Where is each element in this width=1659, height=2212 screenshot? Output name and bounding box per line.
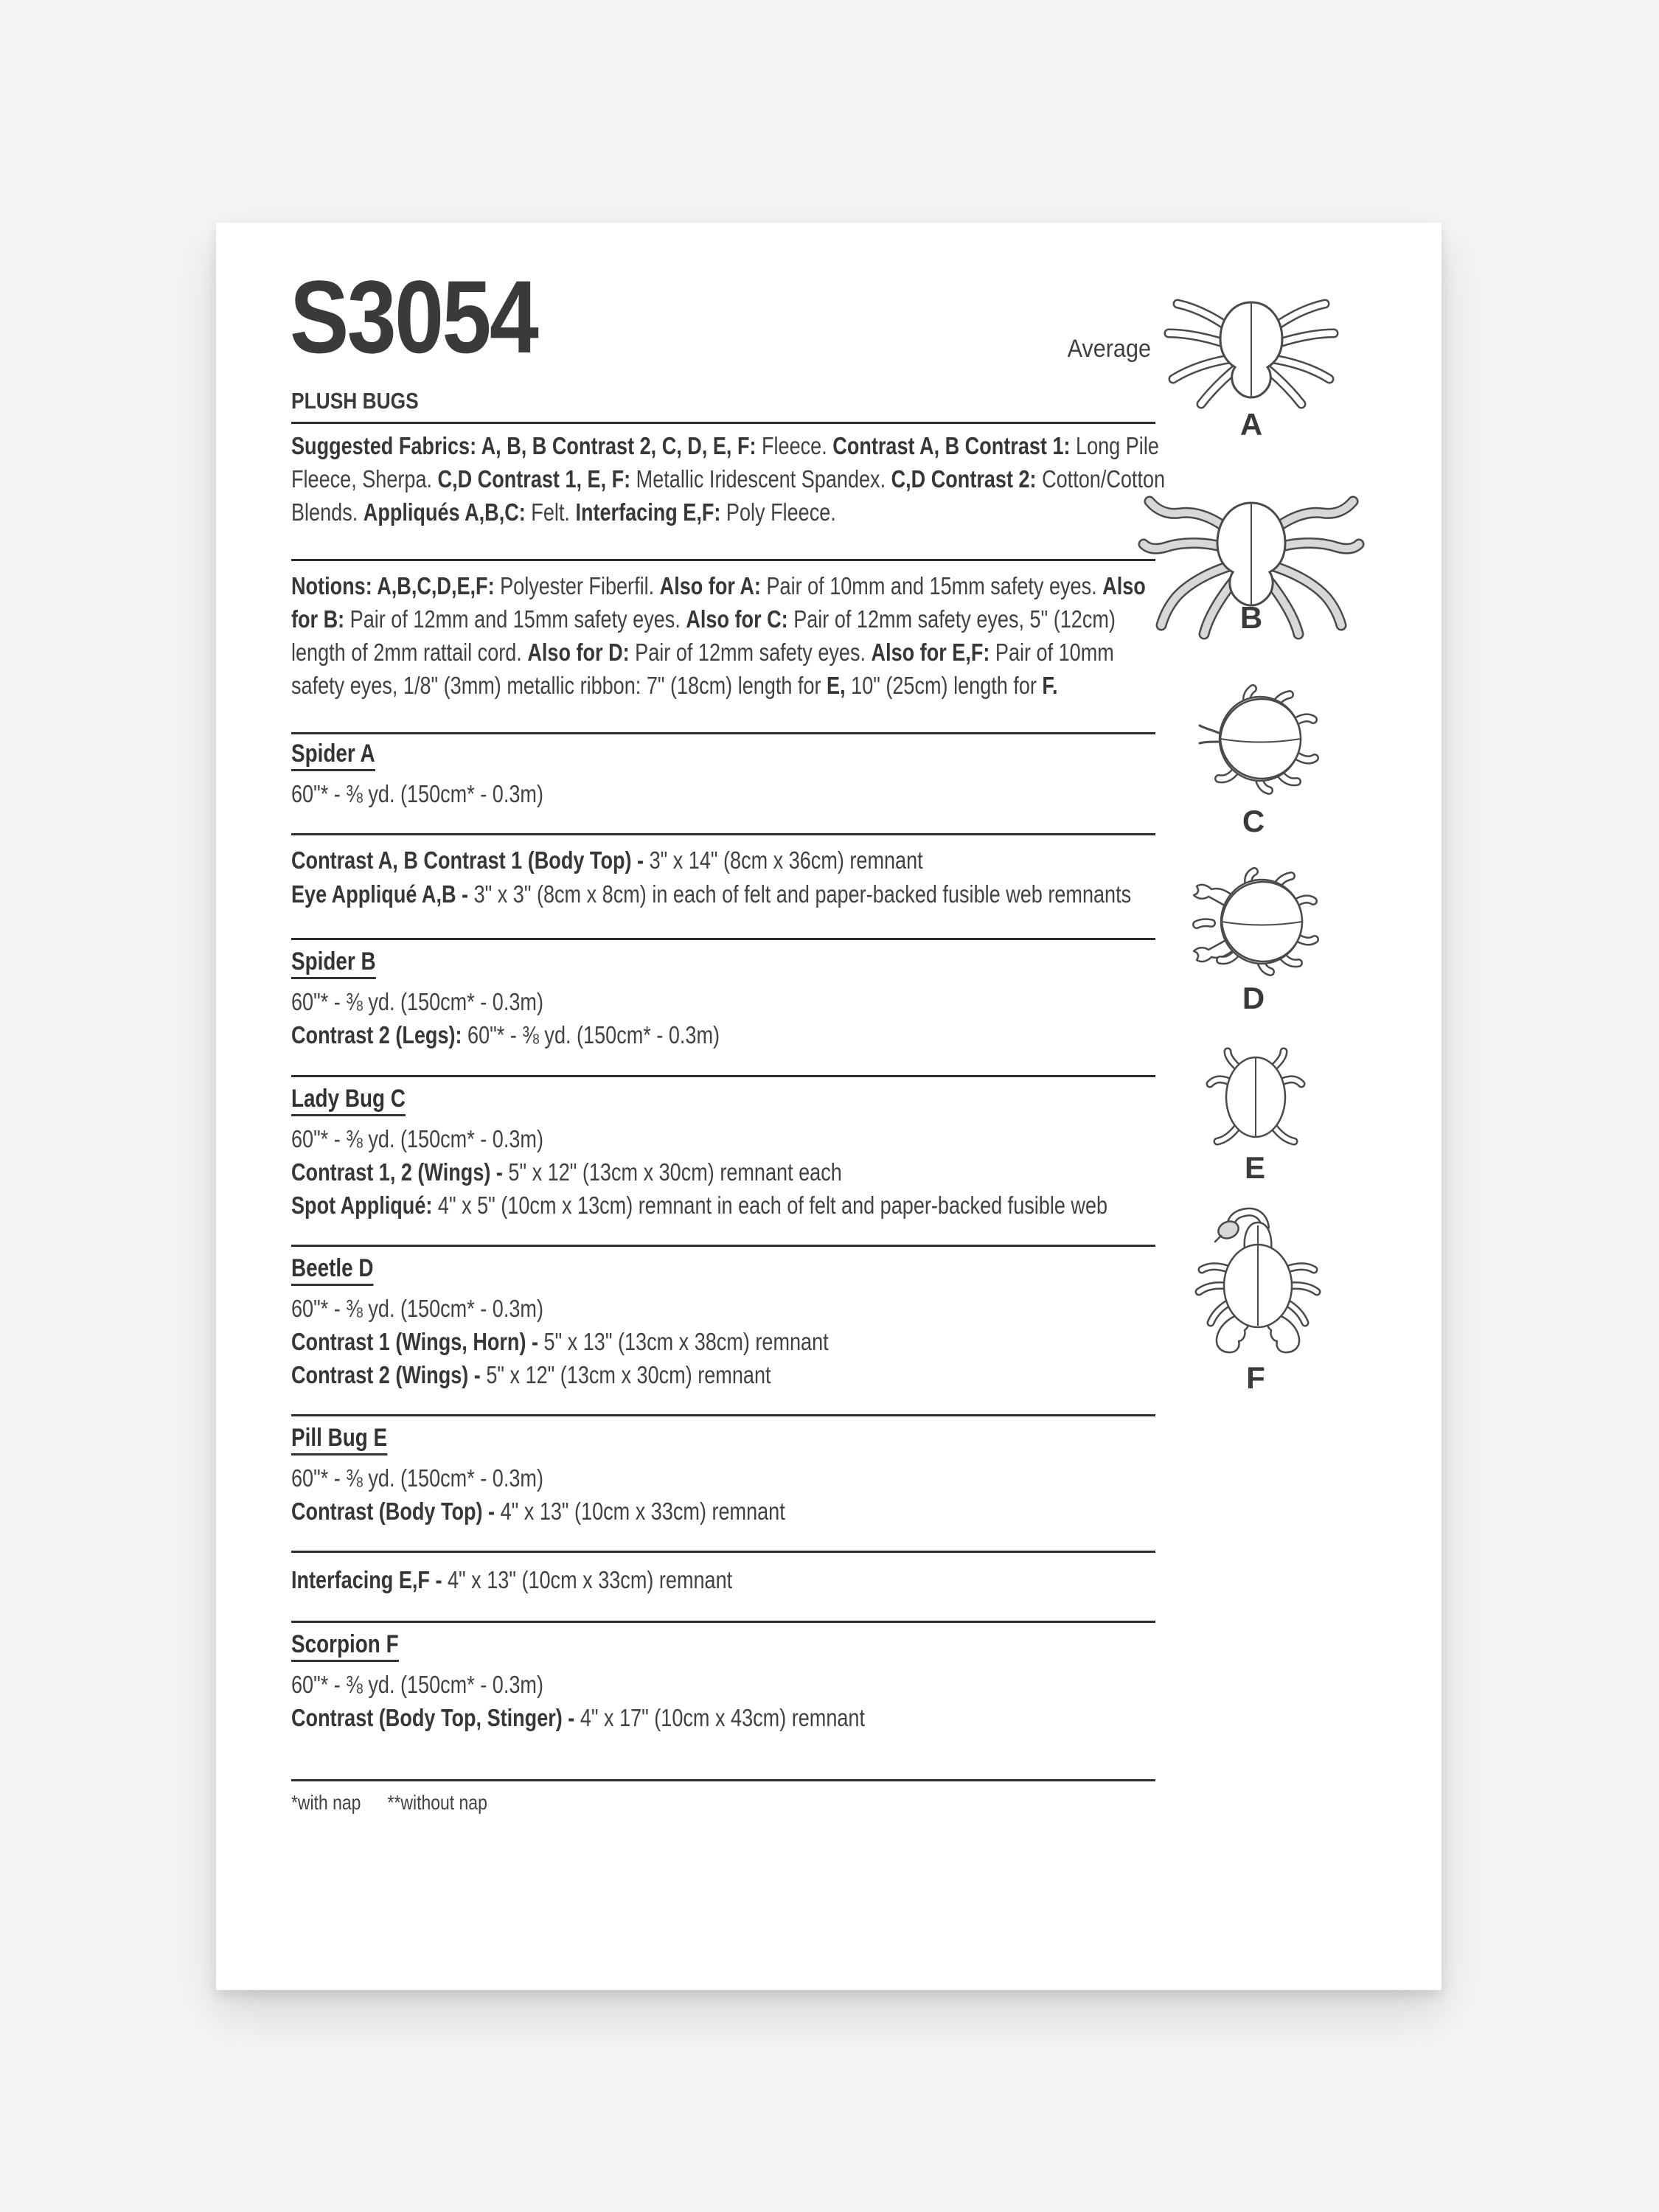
contrast-line: Contrast (Body Top) - 4" x 13" (10cm x 33cm) remnant xyxy=(291,1498,785,1525)
scorpion-f-illustration xyxy=(1193,1205,1323,1352)
notions-line: length of 2mm rattail cord. Also for D: Pair of 12mm safety eyes. Also for E,F: Pair of 10mm xyxy=(291,639,1114,666)
yardage-line: 60"* - ⅜ yd. (150cm* - 0.3m) xyxy=(291,988,543,1015)
divider-rule xyxy=(291,1551,1155,1553)
view-c-label: C xyxy=(1242,804,1265,838)
yardage-line: 60"* - ⅜ yd. (150cm* - 0.3m) xyxy=(291,1295,543,1322)
view-a-label: A xyxy=(1239,407,1263,442)
fabrics-line: Suggested Fabrics: A, B, B Contrast 2, C, D, E, F: Fleece. Contrast A, B Contrast 1: Long Pile xyxy=(291,432,1159,459)
pattern-title: PLUSH BUGS xyxy=(291,388,419,414)
contrast-line: Eye Appliqué A,B - 3" x 3" (8cm x 8cm) in each of felt and paper-backed fusible web remnants xyxy=(291,880,1132,908)
pattern-envelope-back-sheet xyxy=(216,223,1441,1990)
without-nap-note: **without nap xyxy=(387,1791,487,1814)
notions-line: for B: Pair of 12mm and 15mm safety eyes. Also for C: Pair of 12mm safety eyes, 5" (12cm) xyxy=(291,605,1116,633)
fabrics-line: Fleece, Sherpa. C,D Contrast 1, E, F: Metallic Iridescent Spandex. C,D Contrast 2: Cotton/Cotton xyxy=(291,465,1166,493)
section-pillbug-e xyxy=(291,1423,1354,1528)
yardage-line: 60"* - ⅜ yd. (150cm* - 0.3m) xyxy=(291,1464,543,1492)
section-heading: Lady Bug C xyxy=(291,1084,406,1116)
divider-rule xyxy=(291,1621,1155,1623)
contrast-line: Contrast 1, 2 (Wings) - 5" x 12" (13cm x 30cm) remnant each xyxy=(291,1158,842,1186)
fabrics-line: Blends. Appliqués A,B,C: Felt. Interfacing E,F: Poly Fleece. xyxy=(291,498,836,526)
difficulty-rating: Average xyxy=(1067,335,1151,363)
view-e-label: E xyxy=(1244,1150,1266,1185)
contrast-line: Contrast 2 (Legs): 60"* - ⅜ yd. (150cm* - 0.3m) xyxy=(291,1021,720,1048)
yardage-line: 60"* - ⅜ yd. (150cm* - 0.3m) xyxy=(291,1671,543,1698)
view-b-label: B xyxy=(1239,600,1263,635)
contrast-line: Contrast (Body Top, Stinger) - 4" x 17" (10cm x 43cm) remnant xyxy=(291,1704,866,1731)
divider-rule xyxy=(291,732,1155,734)
yardage-line: 60"* - ⅜ yd. (150cm* - 0.3m) xyxy=(291,1125,543,1152)
section-scorpion-f xyxy=(291,1630,1354,1734)
divider-rule xyxy=(291,833,1155,835)
view-d-label: D xyxy=(1242,981,1265,1015)
divider-rule xyxy=(291,1075,1155,1077)
ladybug-c-illustration xyxy=(1191,687,1316,792)
pillbug-e-illustration xyxy=(1207,1051,1304,1143)
divider-rule xyxy=(291,422,1155,424)
pattern-number: S3054 xyxy=(290,259,538,375)
yardage-line: 60"* - ⅜ yd. (150cm* - 0.3m) xyxy=(291,780,543,807)
section-heading: Spider A xyxy=(291,739,375,771)
contrast-line: Spot Appliqué: 4" x 5" (10cm x 13cm) remnant in each of felt and paper-backed fusible web xyxy=(291,1192,1108,1219)
view-f-label: F xyxy=(1246,1360,1265,1395)
section-heading: Beetle D xyxy=(291,1253,374,1286)
contrast-line: Contrast 2 (Wings) - 5" x 12" (13cm x 30cm) remnant xyxy=(291,1361,771,1388)
notions-line: safety eyes, 1/8" (3mm) metallic ribbon: 7" (18cm) length for E, 10" (25cm) length for F. xyxy=(291,672,1058,699)
divider-rule xyxy=(291,1245,1155,1247)
beetle-d-illustration xyxy=(1182,870,1322,977)
nap-footnote xyxy=(291,1786,1354,1819)
divider-rule xyxy=(291,559,1155,561)
contrast-line: Contrast 1 (Wings, Horn) - 5" x 13" (13cm x 38cm) remnant xyxy=(291,1328,829,1355)
spider-a-illustration xyxy=(1163,292,1340,410)
section-heading: Scorpion F xyxy=(291,1630,399,1662)
interfacing-line: Interfacing E,F - 4" x 13" (10cm x 33cm) remnant xyxy=(291,1566,733,1593)
divider-rule xyxy=(291,938,1155,940)
contrast-line: Contrast A, B Contrast 1 (Body Top) - 3" x 14" (8cm x 36cm) remnant xyxy=(291,846,923,874)
section-ladybug-c xyxy=(291,1084,1354,1222)
divider-rule xyxy=(291,1414,1155,1416)
notions-line: Notions: A,B,C,D,E,F: Polyester Fiberfil. Also for A: Pair of 10mm and 15mm safety eyes. Also xyxy=(291,572,1146,599)
section-heading: Spider B xyxy=(291,947,376,979)
with-nap-note: *with nap xyxy=(291,1791,361,1814)
divider-rule xyxy=(291,1779,1155,1781)
section-heading: Pill Bug E xyxy=(291,1423,387,1455)
section-interfacing-ef xyxy=(291,1563,1354,1596)
